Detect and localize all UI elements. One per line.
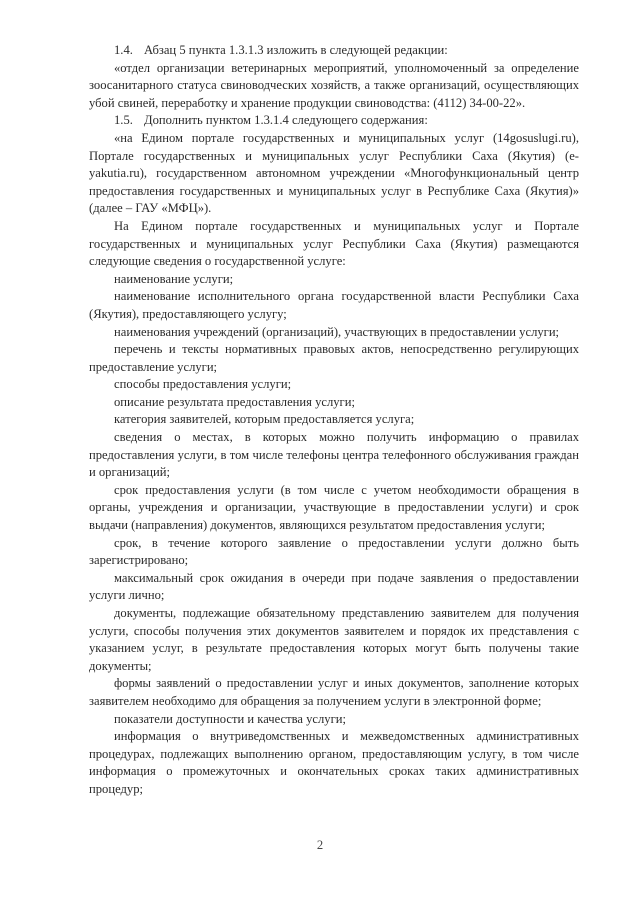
list-item: формы заявлений о предоставлении услуг и иных документов, заполнение которых заявителем необходимо для обращения за получением услуги в электронной форме;: [89, 676, 579, 708]
item-heading-text: Дополнить пунктом 1.3.1.4 следующего содержания:: [144, 113, 428, 128]
list-item: наименование исполнительного органа государственной власти Республики Саха (Якутия), предоставляющего услугу;: [89, 289, 579, 321]
item-heading-text: Абзац 5 пункта 1.3.1.3 изложить в следующей редакции:: [144, 43, 448, 57]
intro-paragraph: На Едином портале государственных и муниципальных услуг и Портале государственных и муниципальных услуг Республики Саха (Якутия) размещаются следующие сведения о государственной услуге:: [89, 218, 579, 269]
item-number: 1.4.: [114, 43, 133, 57]
page-number: 2: [316, 838, 324, 852]
list-item: перечень и тексты нормативных правовых актов, непосредственно регулирующих предоставление услуги;: [89, 342, 579, 374]
item-1-5-heading: [89, 112, 579, 130]
list-item: документы, подлежащие обязательному представлению заявителем для получения услуги, способы получения этих документов заявителем и порядок их представления с указанием услуг, в результате предоставления которых могут быть получены такие документы;: [89, 606, 579, 673]
list-item: наименование услуги;: [114, 271, 234, 286]
item-1-4-heading: [89, 42, 579, 60]
item-1-5-text: «на Едином портале государственных и муниципальных услуг (14gosuslugi.ru), Портале государственных и муниципальных услуг Республики Саха (Якутия) (e-yakutia.ru), государственном автономном учреждении «Многофункциональный центр предоставления государственных и муниципальных услуг в Республике Саха (Якутия)» (далее – ГАУ «МФЦ»).: [89, 130, 579, 216]
list-item: срок предоставления услуги (в том числе с учетом необходимости обращения в органы, учреждения и организации, участвующие в предоставлении услуги) и срок выдачи (направления) документов, являющихся результатом предоставления услуги;: [89, 482, 579, 533]
list-item: категория заявителей, которым предоставляется услуга;: [114, 412, 415, 427]
item-number: 1.5.: [114, 113, 133, 128]
list-item: максимальный срок ожидания в очереди при подаче заявления о предоставлении услуги лично;: [89, 570, 579, 603]
document-page: [89, 42, 579, 799]
list-item: наименования учреждений (организаций), участвующих в предоставлении услуги;: [114, 324, 560, 339]
list-item: сведения о местах, в которых можно получить информацию о правилах предоставления услуги, в том числе телефоны центра телефонного обслуживания граждан и организаций;: [89, 430, 579, 480]
list-item: срок, в течение которого заявление о предоставлении услуги должно быть зарегистрировано;: [89, 535, 579, 568]
list-item: показатели доступности и качества услуги;: [114, 711, 346, 726]
list-item: описание результата предоставления услуги;: [114, 394, 355, 409]
list-item: информация о внутриведомственных и межведомственных административных процедурах, подлежащих выполнению органом, предоставляющим услугу, в том числе информация о промежуточных и окончательных сроках таких административных процедур;: [89, 729, 579, 796]
list-item: способы предоставления услуги;: [114, 377, 292, 392]
item-1-4-text: «отдел организации ветеринарных мероприятий, уполномоченный за определение зоосанитарного статуса свиноводческих хозяйств, а также организаций, осуществляющих убой свиней, переработку и хранение продукции свиноводства: (4112) 34-00-22».: [89, 60, 579, 110]
